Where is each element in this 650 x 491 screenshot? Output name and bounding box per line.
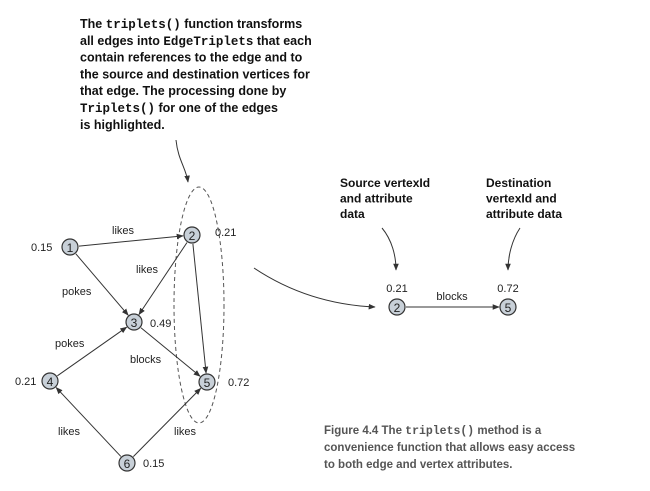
text-span: is highlighted. xyxy=(80,117,165,132)
edge-6-4 xyxy=(56,388,121,457)
caption-line xyxy=(324,442,575,454)
vertex-value-4: 0.21 xyxy=(15,376,37,388)
triplet-dst-id: 5 xyxy=(504,301,512,315)
triplet-src-id: 2 xyxy=(393,301,401,315)
dest-pointer-arrow xyxy=(508,228,520,270)
text-span: convenience function that allows easy access xyxy=(324,442,576,454)
edge-1-2 xyxy=(79,236,183,246)
edge-label-4-3: pokes xyxy=(55,338,85,350)
source-pointer-arrow xyxy=(382,228,396,270)
edge-label-6-5: likes xyxy=(174,426,197,438)
vertex-value-2: 0.21 xyxy=(215,227,237,239)
edge-2-5 xyxy=(193,244,206,373)
edge-label-2-3: likes xyxy=(136,264,159,276)
text-span: to both edge and vertex attributes. xyxy=(324,459,513,471)
text-span: contain references to the edge and to xyxy=(80,50,303,65)
text-span: method is a xyxy=(474,425,542,437)
code-span: Triplets() xyxy=(80,102,156,116)
vertex-id-6: 6 xyxy=(123,457,131,471)
annotation-line xyxy=(80,118,165,132)
text-span: the source and destination vertices for xyxy=(80,67,310,82)
text-span: all edges into xyxy=(80,33,164,48)
dest-label-line: vertexId and xyxy=(486,191,557,206)
text-span: The xyxy=(80,17,106,31)
text-span: that edge. The processing done by xyxy=(80,84,287,99)
annotation-line xyxy=(80,84,286,98)
vertex-id-1: 1 xyxy=(66,241,74,255)
code-span: triplets() xyxy=(105,18,181,32)
vertex-value-5: 0.72 xyxy=(228,377,250,389)
edge-label-1-3: pokes xyxy=(62,286,92,298)
edge-1-3 xyxy=(76,254,128,315)
caption-line xyxy=(324,425,542,438)
caption-line xyxy=(324,459,513,471)
code-span: triplets() xyxy=(405,425,475,438)
triplet-dst-value: 0.72 xyxy=(497,283,519,295)
source-label-line: and attribute xyxy=(340,191,413,206)
vertex-value-1: 0.15 xyxy=(31,242,53,254)
annotation-line xyxy=(80,17,302,32)
triplet-pointer-arrow xyxy=(254,268,375,307)
edge-label-3-5: blocks xyxy=(130,354,162,366)
edge-3-5 xyxy=(141,328,200,377)
annotation-line xyxy=(80,51,303,65)
edge-2-3 xyxy=(139,242,187,314)
vertex-id-4: 4 xyxy=(46,375,54,389)
graph-nodes xyxy=(15,227,249,471)
text-span: that each xyxy=(253,33,312,48)
vertex-id-5: 5 xyxy=(203,376,211,390)
source-label-line: data xyxy=(340,207,365,221)
text-span: for one of the edges xyxy=(155,101,278,115)
text-span: Figure 4.4 The xyxy=(324,425,406,437)
source-label-line: Source vertexId xyxy=(340,176,431,190)
text-span: function transforms xyxy=(180,17,303,31)
annotation-line xyxy=(80,67,310,81)
annotation-pointer-arrow xyxy=(176,140,188,182)
figure-caption xyxy=(324,425,575,471)
triplet-src-value: 0.21 xyxy=(386,283,408,295)
annotation-line xyxy=(80,101,278,116)
vertex-id-2: 2 xyxy=(188,229,196,243)
edge-label-1-2: likes xyxy=(112,225,135,237)
vertex-id-3: 3 xyxy=(130,316,138,330)
vertex-value-3: 0.49 xyxy=(150,318,172,330)
annotation-line xyxy=(80,34,312,49)
triplet-detail xyxy=(340,176,562,315)
vertex-value-6: 0.15 xyxy=(143,458,165,470)
triplet-edge-label: blocks xyxy=(436,291,468,303)
edge-6-5 xyxy=(133,388,200,456)
graph-edges xyxy=(55,225,206,457)
dest-label-line: attribute data xyxy=(486,207,563,221)
edge-label-6-4: likes xyxy=(58,426,81,438)
annotation-triplets-description xyxy=(80,17,312,132)
dest-label-line: Destination xyxy=(486,176,552,190)
edge-4-3 xyxy=(57,327,126,376)
code-span: EdgeTriplets xyxy=(163,34,254,49)
